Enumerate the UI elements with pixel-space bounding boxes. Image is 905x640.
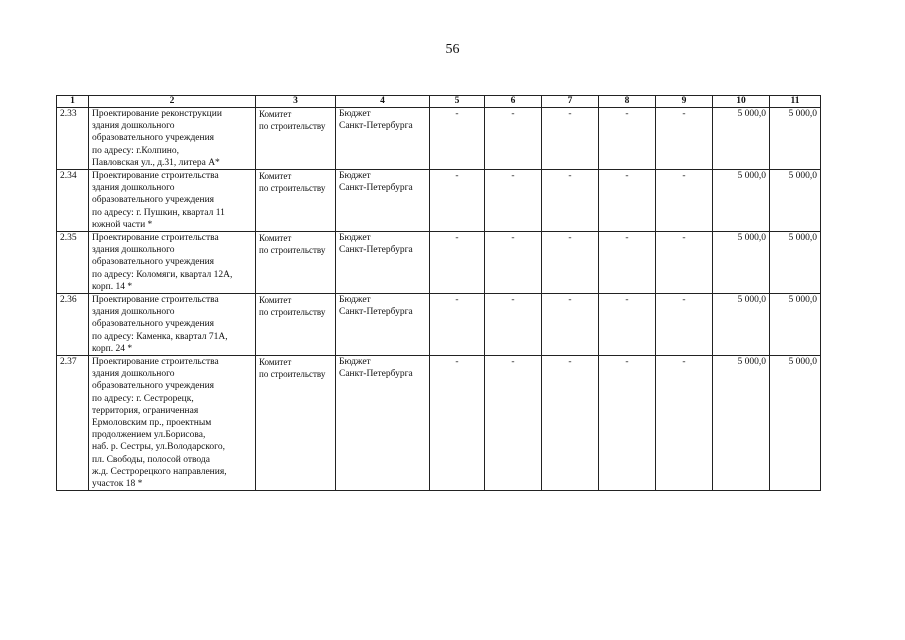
- cell-c7: [542, 294, 599, 356]
- cell-c9-line: -: [682, 171, 686, 182]
- cell-name-line: здания дошкольного: [92, 121, 175, 132]
- cell-name-line: образовательного учреждения: [92, 133, 215, 144]
- cell-name-line: ж.д. Сестрорецкого направления,: [92, 466, 227, 477]
- cell-customer-line: Комитет: [259, 357, 292, 368]
- cell-id-line: 2.33: [60, 109, 77, 119]
- cell-c5-line: -: [455, 357, 459, 368]
- budget-table: [56, 95, 821, 491]
- cell-source: [336, 294, 430, 356]
- cell-c6: [485, 232, 542, 294]
- cell-name: [89, 356, 256, 491]
- cell-source-line: Бюджет: [339, 233, 371, 244]
- cell-name-line: по адресу: Каменка, квартал 71А,: [92, 331, 228, 342]
- cell-name-line: здания дошкольного: [92, 183, 175, 194]
- header-col-10: 10: [713, 96, 770, 108]
- cell-c10-line: 5 000,0: [737, 171, 766, 182]
- cell-c8-line: -: [625, 233, 629, 244]
- cell-c8-line: -: [625, 109, 629, 119]
- cell-name-line: здания дошкольного: [92, 245, 175, 256]
- cell-name-line: участок 18 *: [92, 479, 143, 490]
- cell-c9-line: -: [682, 109, 686, 119]
- cell-c6: [485, 294, 542, 356]
- cell-name-line: Проектирование строительства: [92, 171, 219, 182]
- cell-name-line: по адресу: г. Сестрорецк,: [92, 393, 194, 404]
- table-header-row: [57, 96, 821, 108]
- cell-customer: [256, 108, 336, 170]
- cell-customer: [256, 356, 336, 491]
- header-col-11: 11: [770, 96, 821, 108]
- cell-c6-line: -: [511, 171, 515, 182]
- cell-c6-line: -: [511, 233, 515, 244]
- cell-name-line: Проектирование реконструкции: [92, 109, 222, 119]
- cell-customer: [256, 232, 336, 294]
- table-row: [57, 108, 821, 170]
- cell-name-line: образовательного учреждения: [92, 257, 215, 268]
- cell-c11: [770, 356, 821, 491]
- cell-name-line: здания дошкольного: [92, 307, 175, 318]
- cell-c10: [713, 170, 770, 232]
- cell-id: [57, 294, 89, 356]
- cell-name: [89, 170, 256, 232]
- cell-customer-line: по строительству: [259, 245, 326, 256]
- cell-customer-line: Комитет: [259, 295, 292, 306]
- cell-customer-line: по строительству: [259, 369, 326, 380]
- cell-name-line: корп. 14 *: [92, 281, 133, 292]
- cell-c10-line: 5 000,0: [737, 109, 766, 119]
- cell-name-line: пл. Свободы, полосой отвода: [92, 454, 210, 465]
- cell-source-line: Санкт-Петербурга: [339, 245, 413, 256]
- cell-c11: [770, 170, 821, 232]
- cell-name: [89, 232, 256, 294]
- cell-c7: [542, 232, 599, 294]
- cell-c10: [713, 294, 770, 356]
- cell-source: [336, 232, 430, 294]
- cell-source-line: Бюджет: [339, 171, 371, 182]
- table-row: [57, 232, 821, 294]
- cell-id: [57, 356, 89, 491]
- cell-c9-line: -: [682, 295, 686, 306]
- cell-source: [336, 356, 430, 491]
- cell-c10: [713, 356, 770, 491]
- cell-c7: [542, 170, 599, 232]
- cell-c7: [542, 108, 599, 170]
- cell-id: [57, 108, 89, 170]
- cell-c8-line: -: [625, 357, 629, 368]
- header-col-8: 8: [599, 96, 656, 108]
- cell-c8-line: -: [625, 171, 629, 182]
- cell-c6-line: -: [511, 109, 515, 119]
- header-col-9: 9: [656, 96, 713, 108]
- cell-c9: [656, 232, 713, 294]
- cell-source-line: Санкт-Петербурга: [339, 121, 413, 132]
- table-row: [57, 356, 821, 491]
- cell-c7-line: -: [568, 171, 572, 182]
- cell-c8: [599, 232, 656, 294]
- cell-c5-line: -: [455, 295, 459, 306]
- cell-c9: [656, 294, 713, 356]
- cell-name-line: по адресу: г.Колпино,: [92, 145, 179, 156]
- cell-c10-line: 5 000,0: [737, 357, 766, 368]
- cell-c9-line: -: [682, 233, 686, 244]
- cell-source-line: Бюджет: [339, 357, 371, 368]
- header-col-3: 3: [256, 96, 336, 108]
- cell-id-line: 2.37: [60, 357, 77, 368]
- cell-c7-line: -: [568, 233, 572, 244]
- cell-c7-line: -: [568, 357, 572, 368]
- cell-c8: [599, 170, 656, 232]
- cell-c9: [656, 356, 713, 491]
- cell-name-line: по адресу: Коломяги, квартал 12А,: [92, 269, 233, 280]
- cell-id-line: 2.35: [60, 233, 77, 244]
- cell-id-line: 2.34: [60, 171, 77, 182]
- cell-customer-line: по строительству: [259, 121, 326, 132]
- cell-c8: [599, 356, 656, 491]
- cell-c6: [485, 170, 542, 232]
- cell-c5: [430, 356, 485, 491]
- cell-c6-line: -: [511, 357, 515, 368]
- cell-name-line: Ермоловским пр., проектным: [92, 418, 212, 429]
- cell-c5: [430, 108, 485, 170]
- cell-name-line: южной части *: [92, 219, 153, 230]
- table-row: [57, 170, 821, 232]
- header-col-7: 7: [542, 96, 599, 108]
- cell-c7-line: -: [568, 295, 572, 306]
- cell-name-line: Павловская ул., д.31, литера А*: [92, 157, 220, 168]
- header-col-2: 2: [89, 96, 256, 108]
- cell-name-line: здания дошкольного: [92, 369, 175, 380]
- cell-c9: [656, 108, 713, 170]
- cell-customer-line: по строительству: [259, 307, 326, 318]
- cell-source: [336, 108, 430, 170]
- cell-customer: [256, 294, 336, 356]
- cell-id: [57, 170, 89, 232]
- cell-source-line: Санкт-Петербурга: [339, 307, 413, 318]
- cell-c10-line: 5 000,0: [737, 233, 766, 244]
- cell-c5: [430, 232, 485, 294]
- cell-customer: [256, 170, 336, 232]
- cell-c6: [485, 108, 542, 170]
- cell-c5: [430, 294, 485, 356]
- cell-name-line: образовательного учреждения: [92, 319, 215, 330]
- cell-customer-line: по строительству: [259, 183, 326, 194]
- header-col-4: 4: [336, 96, 430, 108]
- cell-c10: [713, 232, 770, 294]
- cell-c10: [713, 108, 770, 170]
- cell-c8: [599, 108, 656, 170]
- cell-c11-line: 5 000,0: [788, 171, 817, 182]
- header-col-6: 6: [485, 96, 542, 108]
- cell-c7-line: -: [568, 109, 572, 119]
- header-col-1: 1: [57, 96, 89, 108]
- cell-c11: [770, 108, 821, 170]
- cell-customer-line: Комитет: [259, 171, 292, 182]
- cell-id-line: 2.36: [60, 295, 77, 306]
- cell-customer-line: Комитет: [259, 233, 292, 244]
- cell-c9-line: -: [682, 357, 686, 368]
- cell-source-line: Бюджет: [339, 109, 371, 119]
- cell-customer-line: Комитет: [259, 109, 292, 119]
- cell-name-line: Проектирование строительства: [92, 357, 219, 368]
- cell-source: [336, 170, 430, 232]
- cell-name: [89, 294, 256, 356]
- cell-source-line: Санкт-Петербурга: [339, 369, 413, 380]
- cell-source-line: Санкт-Петербурга: [339, 183, 413, 194]
- cell-c5: [430, 170, 485, 232]
- cell-c11: [770, 232, 821, 294]
- cell-c11-line: 5 000,0: [788, 233, 817, 244]
- header-col-5: 5: [430, 96, 485, 108]
- table-body: [57, 108, 821, 491]
- cell-name-line: Проектирование строительства: [92, 233, 219, 244]
- cell-name-line: корп. 24 *: [92, 343, 133, 354]
- cell-c5-line: -: [455, 109, 459, 119]
- cell-c6-line: -: [511, 295, 515, 306]
- cell-name-line: наб. р. Сестры, ул.Володарского,: [92, 442, 225, 453]
- cell-name-line: Проектирование строительства: [92, 295, 219, 306]
- cell-c11-line: 5 000,0: [788, 295, 817, 306]
- cell-c11-line: 5 000,0: [788, 357, 817, 368]
- table-row: [57, 294, 821, 356]
- cell-c5-line: -: [455, 171, 459, 182]
- cell-name-line: образовательного учреждения: [92, 195, 215, 206]
- cell-c10-line: 5 000,0: [737, 295, 766, 306]
- cell-c11: [770, 294, 821, 356]
- cell-c8-line: -: [625, 295, 629, 306]
- cell-c9: [656, 170, 713, 232]
- cell-id: [57, 232, 89, 294]
- cell-name-line: по адресу: г. Пушкин, квартал 11: [92, 207, 225, 218]
- cell-name-line: продолжением ул.Борисова,: [92, 430, 206, 441]
- cell-c11-line: 5 000,0: [788, 109, 817, 119]
- cell-name-line: образовательного учреждения: [92, 381, 215, 392]
- cell-name-line: территория, ограниченная: [92, 405, 199, 416]
- cell-source-line: Бюджет: [339, 295, 371, 306]
- cell-name: [89, 108, 256, 170]
- cell-c5-line: -: [455, 233, 459, 244]
- cell-c6: [485, 356, 542, 491]
- cell-c7: [542, 356, 599, 491]
- cell-c8: [599, 294, 656, 356]
- page-number: 56: [445, 42, 460, 57]
